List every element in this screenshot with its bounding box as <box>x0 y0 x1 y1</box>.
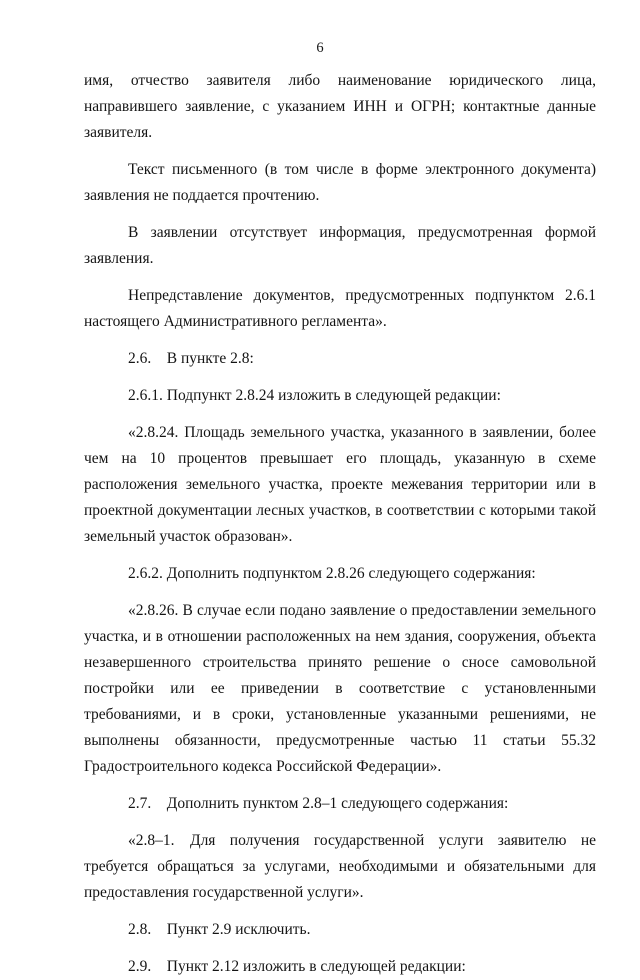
paragraph-documents-not-provided: Непредставление документов, предусмотренных подпунктом 2.6.1 настоящего Административного регламента». <box>84 287 596 330</box>
paragraph-2-6-2: 2.6.2. Дополнить подпунктом 2.8.26 следующего содержания: <box>128 565 536 582</box>
paragraph-applicant-name: имя, отчество заявителя либо наименование юридического лица, направившего заявление, с указанием ИНН и ОГРН; контактные данные заявителя. <box>84 72 596 141</box>
paragraph-2-7: 2.7. Дополнить пунктом 2.8–1 следующего содержания: <box>128 795 509 812</box>
paragraph-missing-info: В заявлении отсутствует информация, предусмотренная формой заявления. <box>84 224 596 267</box>
paragraph-2-6-1: 2.6.1. Подпункт 2.8.24 изложить в следующей редакции: <box>128 387 501 404</box>
paragraph-2-6: 2.6. В пункте 2.8: <box>128 350 254 367</box>
paragraph-2-8-24: «2.8.24. Площадь земельного участка, указанного в заявлении, более чем на 10 процентов превышает его площадь, указанную в схеме расположения земельного участка, проекте межевания территории или в проектной документации лесных участков, в соответствии с которыми такой земельный участок образован». <box>84 424 596 545</box>
paragraph-2-8-26: «2.8.26. В случае если подано заявление о предоставлении земельного участка, и в отношении расположенных на нем здания, сооружения, объекта незавершенного строительства принято решение о сносе самовольной постройки или ее приведении в соответствие с установленными требованиями, и в сроки, установленные указанными решениями, не выполнены обязанности, предусмотренные частью 11 статьи 55.32 Градостроительного кодекса Российской Федерации». <box>84 602 596 775</box>
paragraph-2-8-1: «2.8–1. Для получения государственной услуги заявителю не требуется обращаться за услугами, необходимыми и обязательными для предоставления государственной услуги». <box>84 832 596 901</box>
page-number: 6 <box>316 40 324 56</box>
document-body <box>84 68 596 980</box>
paragraph-2-9: 2.9. Пункт 2.12 изложить в следующей редакции: <box>128 958 466 975</box>
paragraph-unreadable-text: Текст письменного (в том числе в форме электронного документа) заявления не поддается прочтению. <box>84 161 596 204</box>
paragraph-2-8: 2.8. Пункт 2.9 исключить. <box>128 921 311 938</box>
